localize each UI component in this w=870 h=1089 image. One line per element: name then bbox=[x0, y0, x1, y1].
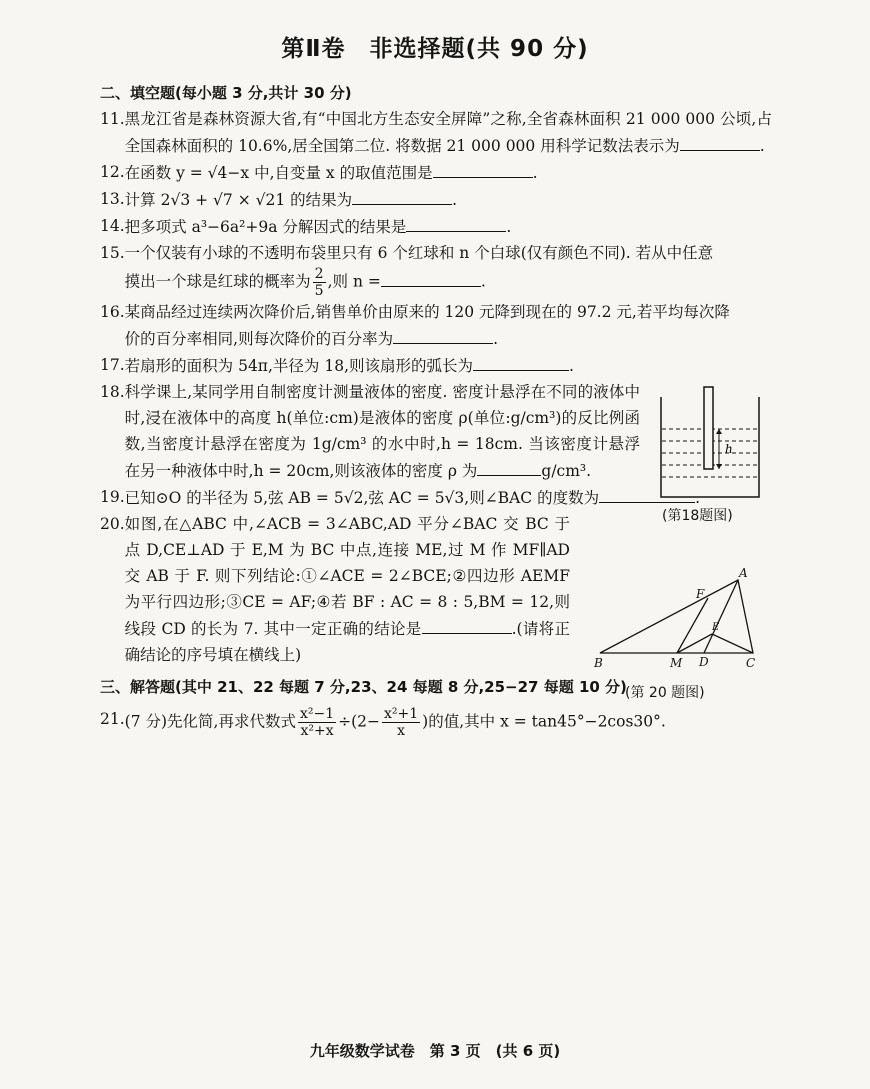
answer-blank[interactable] bbox=[381, 268, 481, 287]
section-heading-solutions: 三、解答题(其中 21、22 每题 7 分,23、24 每题 8 分,25−27 每题 10 分) bbox=[100, 678, 627, 696]
question-text: 计算 2√3 + √7 × √21 的结果为 bbox=[124, 191, 353, 209]
answer-blank[interactable] bbox=[393, 325, 493, 344]
question-text: 已知⊙O 的半径为 5,弦 AB = 5√2,弦 AC = 5√3,则∠BAC 的度数为 bbox=[124, 489, 600, 507]
question-text: 在函数 y = √4−x 中,自变量 x 的取值范围是 bbox=[124, 164, 433, 182]
hydrometer-tube bbox=[704, 387, 713, 469]
label-b: B bbox=[594, 656, 603, 670]
page-footer: 九年级数学试卷 第 3 页 (共 6 页) bbox=[309, 1042, 561, 1060]
answer-blank[interactable] bbox=[422, 615, 512, 634]
question-text: 一个仅装有小球的不透明布袋里只有 6 个红球和 n 个白球(仅有颜色不同). 若从中任意 bbox=[124, 244, 714, 262]
question-11: 11. 黑龙江省是森林资源大省,有“中国北方生态安全屏障”之称,全省森林面积 21 000 000 公顷,占全国森林面积的 10.6%,居全国第二位. 将数据 21 000 000 用科学记数法表示为 . bbox=[100, 106, 772, 159]
question-16: 16. 某商品经过连续两次降价后,销售单价由原来的 120 元降到现在的 97.2 元,若平均每次降 价的百分率相同,则每次降价的百分率为 . bbox=[100, 303, 730, 348]
answer-blank[interactable] bbox=[680, 132, 760, 151]
fraction: $\frac{\text{x²−1}}{\text{x²+x}}$ bbox=[299, 706, 335, 739]
question-text: 黑龙江省是森林资源大省,有“中国北方生态安全屏障”之称,全省森林面积 21 000 000 公顷,占全国森林面积的 10.6%,居全国第二位. 将数据 21 000 000 用科学记数法表示为 bbox=[124, 110, 772, 155]
question-text: (7 分)先化简,再求代数式 bbox=[124, 712, 296, 731]
question-20: 20. 如图,在△ABC 中,∠ACB = 3∠ABC,AD 平分∠BAC 交 BC 于点 D,CE⊥AD 于 E,M 为 BC 中点,连接 ME,过 M 作 MF∥AD 交 AB 于 F. 则下列结论:①∠ACE = 2∠BCE;②四边形 AEMF 为平行四边形;③CE = AF;④若 BF : AC = 8 : 5,BM = 12,则线段 CD 的长为 7. 其中一定正确的结论是 .(请将正确结论的序号填在横线上) bbox=[100, 515, 570, 664]
figure-18-caption: (第18题图) bbox=[662, 508, 733, 524]
label-e: E bbox=[712, 622, 720, 633]
triangle-figure bbox=[588, 568, 768, 673]
page-title: 第Ⅱ卷 非选择题(共 90 分) bbox=[281, 36, 589, 62]
arrow-head-top bbox=[716, 429, 722, 434]
figure-20-caption: (第 20 题图) bbox=[625, 685, 705, 701]
question-19: 19. 已知⊙O 的半径为 5,弦 AB = 5√2,弦 AC = 5√3,则∠BAC 的度数为 . bbox=[100, 484, 772, 511]
height-label: h bbox=[725, 442, 733, 456]
label-c: C bbox=[746, 656, 756, 670]
question-text: 把多项式 a³−6a²+9a 分解因式的结果是 bbox=[124, 218, 407, 236]
question-15: 15. 一个仅装有小球的不透明布袋里只有 6 个红球和 n 个白球(仅有颜色不同). 若从中任意 摸出一个球是红球的概率为 $\frac{2}{5}$ ,则 n = . bbox=[100, 244, 714, 299]
fraction: $\frac{2}{5}$ bbox=[314, 266, 324, 299]
question-text: 科学课上,某同学用自制密度计测量液体的密度. 密度计悬浮在不同的液体中时,浸在液体中的高度 h(单位:cm)是液体的密度 ρ(单位:g/cm³)的反比例函数,当密度计悬浮在密度为 1g/cm³ 的水中时,h = 18cm. 当该密度计悬浮在另一种液体中时,h = 20cm,则该液体的密度 ρ 为 bbox=[124, 383, 640, 480]
question-12: 12. 在函数 y = √4−x 中,自变量 x 的取值范围是 . bbox=[100, 159, 772, 186]
question-14: 14. 把多项式 a³−6a²+9a 分解因式的结果是 . bbox=[100, 213, 772, 240]
question-text: 若扇形的面积为 54π,半径为 18,则该扇形的弧长为 bbox=[124, 357, 473, 375]
label-a: A bbox=[739, 568, 748, 580]
question-text: 某商品经过连续两次降价后,销售单价由原来的 120 元降到现在的 97.2 元,若平均每次降 bbox=[124, 303, 730, 321]
question-21: 21. (7 分)先化简,再求代数式 $\frac{\text{x²−1}}{\text{x²+x}}$ ÷(2− $\frac{\text{x²+1}}{x}$ )的值,其中 x = tan45°−2cos30°. bbox=[100, 706, 666, 739]
answer-blank[interactable] bbox=[473, 352, 569, 371]
question-number: 11. bbox=[100, 110, 125, 128]
answer-blank[interactable] bbox=[433, 159, 533, 178]
hydrometer-figure bbox=[655, 385, 765, 505]
arrow-head-bottom bbox=[716, 464, 722, 469]
question-18: 18. 科学课上,某同学用自制密度计测量液体的密度. 密度计悬浮在不同的液体中时,浸在液体中的高度 h(单位:cm)是液体的密度 ρ(单位:g/cm³)的反比例函数,当密度计悬浮在密度为 1g/cm³ 的水中时,h = 18cm. 当该密度计悬浮在另一种液体中时,h = 20cm,则该液体的密度 ρ 为 g/cm³. bbox=[100, 383, 640, 480]
section-heading-fill-in: 二、填空题(每小题 3 分,共计 30 分) bbox=[100, 84, 352, 102]
question-13: 13. 计算 2√3 + √7 × √21 的结果为 . bbox=[100, 186, 772, 213]
segment-ad bbox=[704, 580, 738, 653]
label-d: D bbox=[699, 655, 709, 669]
segment-ce bbox=[712, 634, 753, 653]
answer-blank[interactable] bbox=[406, 213, 506, 232]
label-f: F bbox=[696, 587, 705, 601]
fraction: $\frac{\text{x²+1}}{x}$ bbox=[384, 706, 419, 739]
question-text: 如图,在△ABC 中,∠ACB = 3∠ABC,AD 平分∠BAC 交 BC 于点 D,CE⊥AD 于 E,M 为 BC 中点,连接 ME,过 M 作 MF∥AD 交 AB 于 F. 则下列结论:①∠ACE = 2∠BCE;②四边形 AEMF 为平行四边形;③CE = AF;④若 BF : AC = 8 : 5,BM = 12,则线段 CD 的长为 7. 其中一定正确的结论是 bbox=[124, 515, 570, 638]
answer-blank[interactable] bbox=[352, 186, 452, 205]
question-17: 17. 若扇形的面积为 54π,半径为 18,则该扇形的弧长为 . bbox=[100, 352, 640, 379]
label-m: M bbox=[670, 656, 683, 670]
answer-blank[interactable] bbox=[477, 457, 541, 476]
